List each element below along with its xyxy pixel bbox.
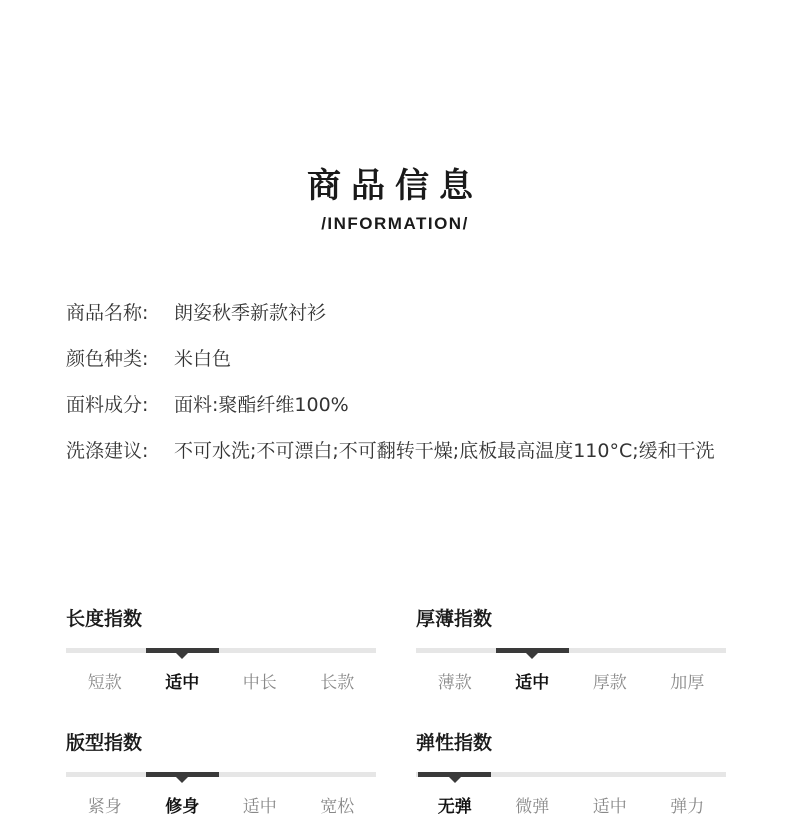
indicator-notch — [176, 777, 188, 783]
index-option: 薄款 — [437, 673, 472, 693]
info-row-product-name — [66, 290, 746, 336]
section-title: 商品信息 — [307, 166, 483, 206]
index-option: 适中 — [592, 797, 627, 817]
index-indicator — [146, 772, 219, 777]
index-track — [416, 648, 726, 653]
info-label: 洗涤建议: — [66, 440, 149, 462]
index-option: 短款 — [87, 673, 122, 693]
index-indicator — [496, 648, 569, 653]
index-option: 弹力 — [670, 797, 705, 817]
index-option: 微弹 — [515, 797, 550, 817]
info-value: 朗姿秋季新款衬衫 — [174, 302, 327, 324]
index-track — [66, 648, 376, 653]
index-option: 宽松 — [320, 797, 355, 817]
index-option: 紧身 — [87, 797, 122, 817]
index-option: 厚款 — [592, 673, 627, 693]
index-option: 修身 — [165, 797, 200, 817]
info-label: 面料成分: — [66, 394, 149, 416]
info-label: 商品名称: — [66, 302, 149, 324]
info-row-color — [66, 336, 746, 382]
index-track — [416, 772, 726, 777]
index-option: 加厚 — [670, 673, 705, 693]
info-value: 面料:聚酯纤维100% — [174, 394, 349, 416]
index-title: 长度指数 — [66, 608, 143, 630]
index-indicator — [418, 772, 491, 777]
info-row-fabric — [66, 382, 746, 428]
product-info-list — [66, 290, 746, 474]
indicator-notch — [449, 777, 461, 783]
info-value: 米白色 — [174, 348, 232, 370]
index-options — [66, 668, 376, 693]
index-option: 适中 — [165, 673, 200, 693]
index-option: 中长 — [242, 673, 277, 693]
index-option: 适中 — [242, 797, 277, 817]
index-title: 版型指数 — [66, 732, 143, 754]
index-option: 无弹 — [437, 797, 472, 817]
index-options — [416, 792, 726, 817]
indicator-notch — [526, 653, 538, 659]
section-subtitle: /INFORMATION/ — [321, 214, 469, 233]
index-track — [66, 772, 376, 777]
index-title: 弹性指数 — [416, 732, 493, 754]
info-label: 颜色种类: — [66, 348, 149, 370]
index-options — [66, 792, 376, 817]
index-title: 厚薄指数 — [416, 608, 493, 630]
index-options — [416, 668, 726, 693]
index-option: 长款 — [320, 673, 355, 693]
index-indicator — [146, 648, 219, 653]
info-row-washing — [66, 428, 746, 474]
info-value: 不可水洗;不可漂白;不可翻转干燥;底板最高温度110°C;缓和干洗 — [174, 440, 715, 462]
indicator-notch — [176, 653, 188, 659]
index-option: 适中 — [515, 673, 550, 693]
